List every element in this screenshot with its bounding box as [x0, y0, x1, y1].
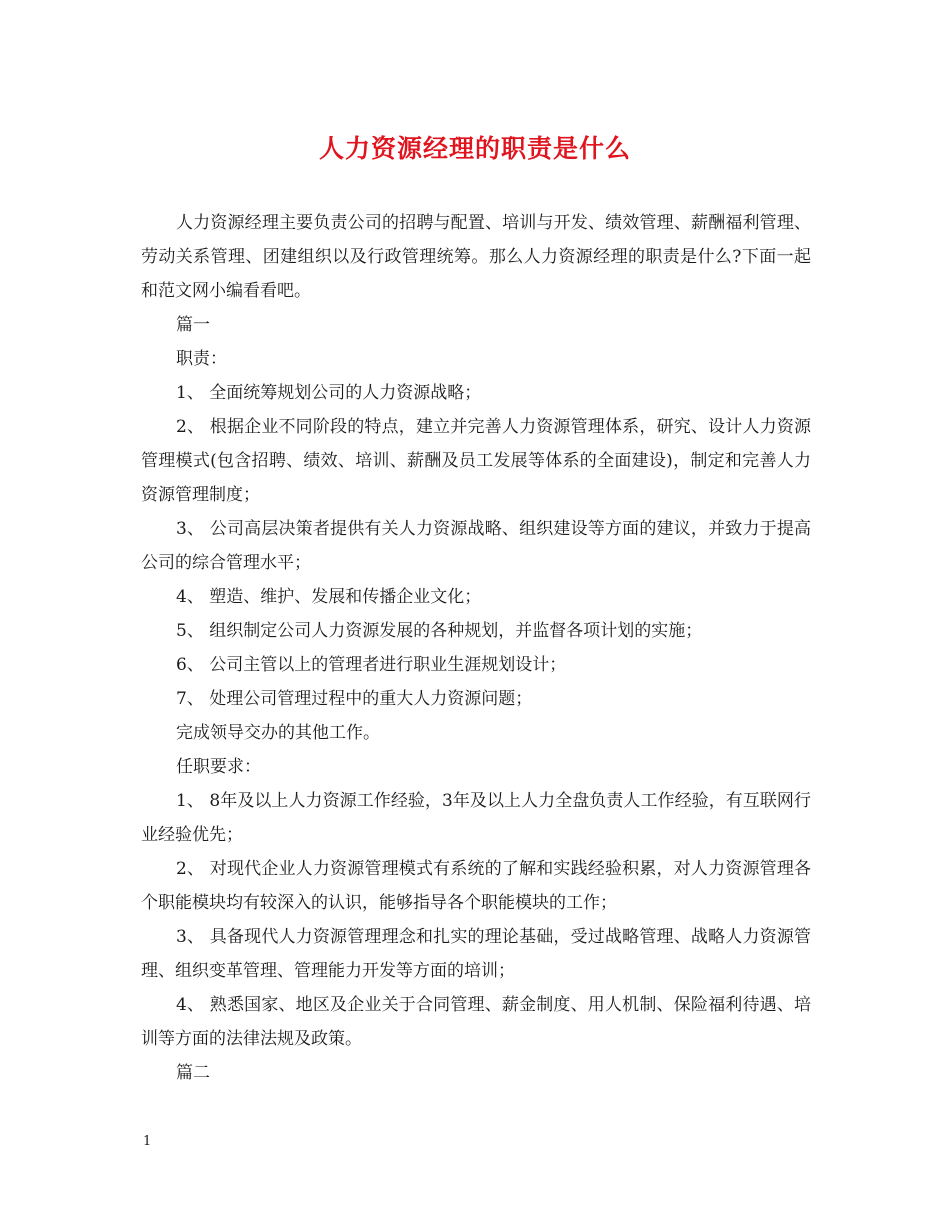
duty-item: 5、 组织制定公司人力资源发展的各种规划，并监督各项计划的实施； — [176, 621, 703, 641]
duty-item: 7、 处理公司管理过程中的重大人力资源问题； — [176, 689, 533, 709]
duties-heading: 职责： — [176, 349, 227, 369]
page-number: 1 — [143, 1134, 152, 1149]
requirement-item: 4、 熟悉国家、地区及企业关于合同管理、薪金制度、用人机制、保险福利待遇、培训等方面的法律法规及政策。 — [141, 995, 811, 1049]
requirement-item: 2、 对现代企业人力资源管理模式有系统的了解和实践经验积累，对人力资源管理各个职能模块均有较深入的认识，能够指导各个职能模块的工作； — [141, 859, 811, 913]
duties-closing: 完成领导交办的其他工作。 — [176, 723, 380, 743]
duty-item: 6、 公司主管以上的管理者进行职业生涯规划设计； — [176, 655, 567, 675]
intro-paragraph: 人力资源经理主要负责公司的招聘与配置、培训与开发、绩效管理、薪酬福利管理、劳动关系管理、团建组织以及行政管理统筹。那么人力资源经理的职责是什么?下面一起和范文网小编看看吧。 — [141, 213, 811, 301]
requirements-heading: 任职要求： — [176, 757, 261, 777]
duty-item: 3、 公司高层决策者提供有关人力资源战略、组织建设等方面的建议，并致力于提高公司的综合管理水平； — [141, 519, 811, 573]
document-body — [141, 206, 811, 1090]
duty-item: 1、 全面统筹规划公司的人力资源战略； — [176, 383, 482, 403]
duty-item: 2、 根据企业不同阶段的特点，建立并完善人力资源管理体系，研究、设计人力资源管理模式(包含招聘、绩效、培训、薪酬及员工发展等体系的全面建设)，制定和完善人力资源管理制度； — [141, 417, 811, 505]
section-heading-1: 篇一 — [176, 315, 210, 335]
section-heading-2: 篇二 — [176, 1063, 210, 1083]
document-title: 人力资源经理的职责是什么 — [318, 134, 631, 163]
duty-item: 4、 塑造、维护、发展和传播企业文化； — [176, 587, 482, 607]
requirement-item: 1、 8年及以上人力资源工作经验，3年及以上人力全盘负责人工作经验，有互联网行业经验优先； — [141, 791, 811, 845]
requirement-item: 3、 具备现代人力资源管理理念和扎实的理论基础，受过战略管理、战略人力资源管理、组织变革管理、管理能力开发等方面的培训； — [141, 927, 811, 981]
